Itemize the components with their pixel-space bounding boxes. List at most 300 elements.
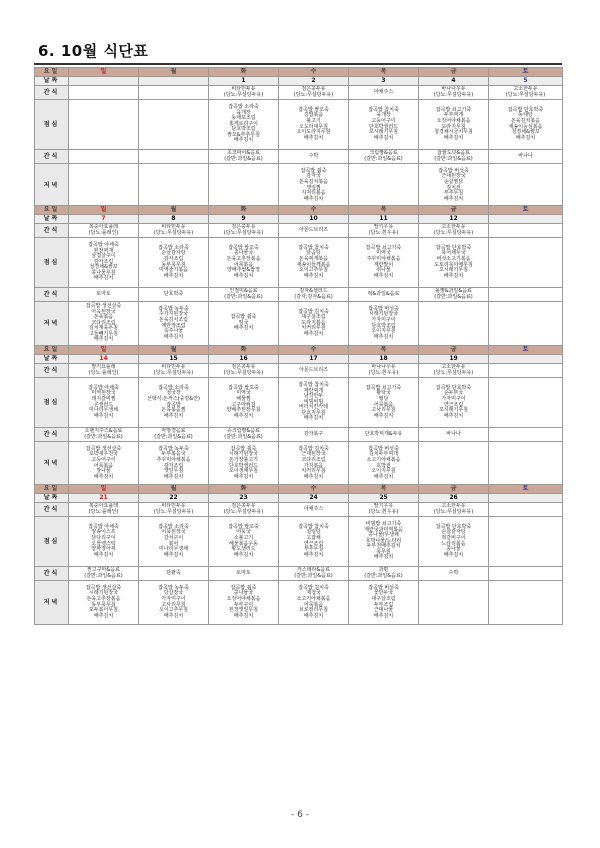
menu-item: 잡곡밥 김치죽	[298, 445, 329, 452]
menu-item: (당뇨:무설탕두유)	[153, 229, 194, 236]
week-table-2	[34, 205, 563, 346]
menu-item: 계란국과미역볶음	[364, 526, 403, 533]
menu-item: 배추김치	[373, 333, 394, 340]
pm-snack-cell	[209, 288, 279, 302]
menu-item: 잡곡밥 단호박죽	[435, 244, 472, 251]
menu-item: 감자조림	[163, 255, 184, 262]
menu-item: 꼬시래기무침	[369, 129, 398, 136]
menu-item: 야채주스	[373, 88, 394, 95]
menu-item: 비빔비빔	[303, 398, 324, 405]
menu-item: 단호지무침	[301, 409, 326, 416]
menu-item: 검은콩두유	[301, 85, 326, 92]
menu-item: 목무침	[376, 548, 391, 555]
menu-item: 추꾸미야채볶음	[156, 456, 191, 463]
menu-item: 배추김치	[443, 551, 464, 558]
page-number: - 6 -	[291, 810, 309, 820]
menu-item: 배추김치	[93, 473, 114, 480]
menu-item: 계란찌개	[303, 387, 324, 394]
am-snack-cell	[279, 503, 349, 517]
menu-item: 배추김치	[443, 195, 464, 202]
snack-label: 간식	[35, 150, 69, 164]
date-cell: 12	[419, 215, 489, 224]
menu-item: 잡곡밥 야채죽	[88, 241, 119, 248]
dinner-cell	[419, 442, 489, 486]
dinner-cell	[139, 581, 209, 625]
menu-item: 양파장아찌	[91, 546, 116, 553]
menu-item: 연근조림	[303, 540, 324, 547]
menu-item: 배추김치	[233, 551, 254, 558]
dinner-cell	[349, 164, 419, 208]
pm-snack-cell	[419, 288, 489, 302]
menu-item: 배추김치	[443, 412, 464, 419]
menu-item: 배추김치	[93, 412, 114, 419]
menu-item: 양배추된장무침	[226, 407, 261, 414]
am-snack-cell	[419, 503, 489, 517]
menu-item: 잡곡밥 죔죽	[230, 584, 257, 591]
menu-item: 잡곡밥 김치죽	[298, 308, 329, 315]
menu-item: 돈육볶음찜	[161, 407, 186, 414]
menu-item: 오이지무침	[371, 328, 396, 335]
lunch-cell	[349, 238, 419, 288]
menu-item: 배추김치	[233, 412, 254, 419]
am-snack-cell	[209, 364, 279, 378]
date-header-label: 날짜	[35, 77, 69, 86]
menu-item: 청경채시금치무침	[434, 129, 473, 136]
menu-item: 콩나물/무생채	[368, 532, 399, 539]
menu-item: (당뇨:플레인)	[88, 229, 119, 236]
pm-snack-cell	[489, 288, 563, 302]
pm-snack-cell	[279, 150, 349, 164]
menu-item: 복숭아요플레	[89, 223, 118, 230]
menu-item: 주꾸미야채볶음	[366, 255, 401, 262]
menu-item: 동태포조림	[231, 115, 256, 122]
lunch-cell	[69, 378, 139, 428]
pm-snack-cell	[349, 150, 419, 164]
menu-item: 배추김치	[303, 330, 324, 337]
menu-item: 초코파이&음료	[227, 149, 260, 156]
menu-item: 단팥죽	[166, 569, 181, 576]
menu-item: (당뇨:흰우유)	[368, 369, 399, 376]
dinner-cell	[69, 302, 139, 346]
am-snack-cell	[139, 503, 209, 517]
menu-item: 딸기요플레	[91, 363, 116, 370]
am-snack-cell	[279, 224, 349, 238]
menu-item: 근대된장국	[301, 451, 326, 458]
menu-item: 당살장국	[163, 590, 184, 597]
lunch-cell	[349, 517, 419, 567]
menu-item: 잡곡밥 김치죽	[298, 584, 329, 591]
menu-item: (갈반:과일&음료)	[154, 433, 193, 440]
menu-item: 대구살조림	[301, 314, 326, 321]
weekday-header-label: 요일	[35, 485, 69, 494]
menu-item: (갈반:과일&음료)	[224, 433, 263, 440]
lunch-label: 점심	[35, 517, 69, 567]
menu-item: 롤빵&과일&음료	[435, 287, 472, 294]
menu-item: 근대된장국	[441, 173, 466, 180]
menu-item: 콩나물국	[233, 590, 254, 597]
menu-item: 청경채&쌍꼬	[511, 129, 540, 136]
menu-item: 잡곡밥 생선살죽	[85, 584, 122, 591]
menu-item: 가지볶음	[303, 462, 324, 469]
menu-item: 호박새우전국	[89, 451, 118, 458]
weekday-cell: 화	[209, 68, 279, 77]
menu-item: 닭곰탕	[306, 250, 321, 257]
date-cell	[489, 215, 563, 224]
menu-item: 배추김치	[163, 473, 184, 480]
menu-item: (당뇨:무설탕두유)	[433, 369, 474, 376]
date-header-label: 날짜	[35, 494, 69, 503]
am-snack-cell	[69, 86, 139, 100]
am-snack-cell	[489, 503, 563, 517]
menu-item: 크림빵&음료	[369, 149, 398, 156]
menu-item: 동태탕	[518, 112, 533, 119]
am-snack-cell	[209, 503, 279, 517]
weekday-cell: 금	[419, 206, 489, 215]
menu-item: 고소한두유	[441, 502, 466, 509]
menu-item: 잡곡밥 쌍꼬죽	[228, 523, 259, 530]
snack-label: 간식	[35, 503, 69, 517]
dinner-cell	[209, 581, 279, 625]
menu-item: 고사리무침	[161, 601, 186, 608]
am-snack-cell	[349, 86, 419, 100]
menu-item: 슈크림빵&음료	[227, 427, 260, 434]
menu-item: 배추김치	[303, 551, 324, 558]
menu-item: 육개장	[376, 112, 391, 119]
menu-item: 돈육고추장볶음	[86, 595, 121, 602]
lunch-cell	[419, 100, 489, 150]
menu-item: 바나나우유	[371, 363, 396, 370]
weekday-cell: 일	[69, 485, 139, 494]
menu-item: 대구살조림	[371, 595, 396, 602]
menu-item: (당뇨:플레인)	[88, 369, 119, 376]
lunch-cell	[489, 378, 563, 428]
lunch-cell	[69, 517, 139, 567]
dinner-cell	[279, 442, 349, 486]
lunch-label: 점심	[35, 100, 69, 150]
dinner-cell	[139, 302, 209, 346]
menu-item: 돈육찌개볶음	[299, 255, 328, 262]
dinner-cell	[419, 581, 489, 625]
menu-item: 비타민두유	[161, 363, 186, 370]
menu-item: 감자볶구	[303, 430, 324, 437]
menu-item: (당뇨:무설탕두유)	[153, 508, 194, 515]
pm-snack-cell	[139, 428, 209, 442]
am-snack-cell	[419, 224, 489, 238]
menu-item: 도라지무침	[441, 123, 466, 130]
menu-item: 잡곡밥 생선살죽	[85, 445, 122, 452]
menu-item: 잡곡밥 죔죽	[300, 167, 327, 174]
weekday-cell: 월	[139, 68, 209, 77]
lunch-cell	[279, 517, 349, 567]
menu-item: 오믈렛스틱	[91, 540, 116, 547]
menu-item: 잡곡밥 단호박죽	[507, 106, 544, 113]
lunch-label: 점심	[35, 238, 69, 288]
pm-snack-cell	[209, 428, 279, 442]
am-snack-cell	[489, 86, 563, 100]
menu-item: 두부볶음국	[161, 451, 186, 458]
menu-item: 잡곡밥 소라죽	[158, 384, 189, 391]
menu-item: 두부찌개	[443, 112, 464, 119]
menu-item: (당뇨:무설탕두유)	[505, 91, 546, 98]
menu-item: 도토리묵야채무침	[434, 261, 473, 268]
menu-item: 배추김치	[373, 134, 394, 141]
am-snack-cell	[489, 364, 563, 378]
menu-item: 잡곡밥 소라죽	[228, 103, 259, 110]
menu-item: 배추김치	[93, 336, 114, 343]
weekday-cell: 토	[489, 346, 563, 355]
menu-item: 동부묵무침	[91, 601, 116, 608]
menu-item: 인절미&음료	[229, 287, 258, 294]
menu-item: 아욱된장국	[91, 308, 116, 315]
menu-item: 배추김치	[443, 272, 464, 279]
menu-item: 딸기우유	[373, 502, 394, 509]
menu-item: 느타리볶음	[441, 540, 466, 547]
weekday-header-label: 요일	[35, 346, 69, 355]
menu-item: 북어채무국	[441, 250, 466, 257]
menu-item: 떡갈비구이	[441, 534, 466, 541]
menu-item: 잡곡밥 쇠고기죽	[365, 244, 402, 251]
menu-item: 잡곡밥 참치죽	[298, 523, 329, 530]
weekday-cell: 수	[279, 68, 349, 77]
menu-item: 청국장	[166, 390, 181, 397]
weekday-cell: 월	[139, 346, 209, 355]
menu-item: 미역된장국	[91, 390, 116, 397]
menu-item: 근대나물	[373, 607, 394, 614]
weekday-cell: 금	[419, 485, 489, 494]
weekday-cell: 일	[69, 346, 139, 355]
am-snack-cell	[139, 86, 209, 100]
menu-item: 세송이등심볶음	[508, 123, 543, 130]
menu-item: 오이고추무침	[299, 267, 328, 274]
menu-item: 잡곡밥 소라죽	[158, 523, 189, 530]
menu-item: 어묵볶음	[93, 462, 114, 469]
weekday-cell: 목	[349, 346, 419, 355]
menu-item: 비타민두유	[161, 223, 186, 230]
am-snack-cell	[209, 86, 279, 100]
date-cell	[69, 77, 139, 86]
dinner-cell	[349, 581, 419, 625]
menu-item: 배추김치	[93, 551, 114, 558]
menu-item: 양송이스프	[91, 529, 116, 536]
week-table-3	[34, 345, 563, 486]
menu-item: 고소한두유	[441, 363, 466, 370]
am-snack-cell	[349, 503, 419, 517]
menu-item: 단호박죽	[163, 290, 184, 297]
weekday-header-label: 요일	[35, 68, 69, 77]
dinner-label: 저녁	[35, 164, 69, 208]
snack-label: 간식	[35, 86, 69, 100]
menu-item: (감자:감자&음료)	[294, 293, 333, 300]
pm-snack-cell	[139, 567, 209, 581]
menu-item: 꽃만두국	[373, 590, 394, 597]
menu-item: 딸기우유	[373, 223, 394, 230]
menu-item: 배추김치	[93, 275, 114, 282]
menu-item: 두부구이	[233, 601, 254, 608]
lunch-cell	[139, 238, 209, 288]
menu-item: 잡곡밥 단호박죽	[435, 523, 472, 530]
menu-item: (갈반:과일&음료)	[364, 155, 403, 162]
lunch-cell	[139, 378, 209, 428]
lunch-cell	[349, 100, 419, 150]
menu-item: 잡곡밥 죔죽	[230, 445, 257, 452]
date-cell: 14	[69, 355, 139, 364]
menu-item: 잡곡밥 쌍꼬죽	[228, 244, 259, 251]
menu-item: 배추김치	[515, 134, 536, 141]
menu-item: 배추김치	[233, 473, 254, 480]
date-cell: 26	[419, 494, 489, 503]
pm-snack-cell	[279, 567, 349, 581]
menu-item: 어묵볶음	[233, 261, 254, 268]
menu-item: 버터치킨카레	[299, 404, 328, 411]
menu-item: 오도라대무침	[299, 123, 328, 130]
menu-item: 뭥당	[378, 395, 389, 402]
menu-item: 오징어야채볶음	[436, 117, 471, 124]
menu-item: 돈육김치볶음	[299, 178, 328, 185]
menu-item: 두부조림	[373, 601, 394, 608]
weekday-cell: 토	[489, 485, 563, 494]
menu-item: 단호박샐러드	[369, 123, 398, 130]
menu-item: 두부전배추김치	[366, 543, 401, 550]
menu-item: 잡곡밥 쇠고기죽	[435, 106, 472, 113]
menu-item: (갈반:과일&음료)	[224, 293, 263, 300]
menu-item: 배추김치	[303, 272, 324, 279]
menu-item: 잡곡밥	[166, 401, 181, 408]
menu-item: 코다리조림	[91, 319, 116, 326]
menu-item: 소고기야채볶음	[366, 456, 401, 463]
menu-item: 비타민두유	[231, 85, 256, 92]
weekday-cell: 토	[489, 206, 563, 215]
lunch-cell	[279, 100, 349, 150]
date-cell: 24	[279, 494, 349, 503]
date-cell: 17	[279, 355, 349, 364]
dinner-cell	[69, 442, 139, 486]
menu-item: 찹쌀도넛&음료	[437, 149, 470, 156]
dinner-cell	[69, 164, 139, 208]
menu-item: 비타민두유	[161, 502, 186, 509]
dinner-cell	[419, 302, 489, 346]
pm-snack-cell	[419, 150, 489, 164]
menu-item: 감자조림	[93, 258, 114, 265]
date-cell: 25	[349, 494, 419, 503]
menu-item: 배추김치	[303, 415, 324, 422]
menu-item: 복숭아요플레	[89, 502, 118, 509]
menu-item: 된장깻잎무침	[229, 607, 258, 614]
weekday-cell: 목	[349, 68, 419, 77]
pm-snack-cell	[489, 428, 563, 442]
menu-item: 부추무침	[443, 190, 464, 197]
menu-item: 깻잎찜	[306, 184, 321, 191]
menu-item: 배추김치	[303, 473, 324, 480]
menu-item: 단호박찌개&두유	[364, 430, 403, 437]
menu-item: 볶어	[168, 540, 179, 547]
menu-item: 떡&과일&음료	[367, 290, 400, 297]
menu-item: (당뇨:무설탕두유)	[223, 91, 264, 98]
date-cell: 1	[209, 77, 279, 86]
date-header-label: 날짜	[35, 355, 69, 364]
menu-item: (당뇨:무설탕두유)	[223, 508, 264, 515]
menu-item: 시래기된장국	[89, 590, 118, 597]
lunch-cell	[69, 100, 139, 150]
am-snack-cell	[69, 364, 139, 378]
menu-item: 잡곡밥 야채죽	[88, 523, 119, 530]
pm-snack-cell	[69, 288, 139, 302]
snack-label: 간식	[35, 288, 69, 302]
weekday-cell: 화	[209, 206, 279, 215]
lunch-cell	[419, 238, 489, 288]
menu-item: 연근조림	[443, 401, 464, 408]
menu-item: 배추김치	[303, 195, 324, 202]
menu-item: 선택식:돈까스(중앙&안)	[147, 395, 200, 402]
dinner-label: 저녁	[35, 302, 69, 346]
menu-item: 잡곡밥 참치죽	[298, 244, 329, 251]
weekday-cell: 목	[349, 206, 419, 215]
menu-item: (갈반:과일&음료)	[84, 433, 123, 440]
menu-item: 순살찜닭	[443, 178, 464, 185]
menu-item: 불고기	[306, 117, 321, 124]
date-cell: 11	[349, 215, 419, 224]
menu-item: 배추김치	[443, 134, 464, 141]
menu-item: 취나물	[376, 267, 391, 274]
pm-snack-cell	[349, 567, 419, 581]
menu-item: 가자미구이	[441, 395, 466, 402]
menu-item: 배추김치	[373, 473, 394, 480]
weekday-cell: 목	[349, 485, 419, 494]
date-cell: 8	[139, 215, 209, 224]
pm-snack-cell	[419, 428, 489, 442]
menu-item: 아몬드브리즈	[299, 366, 328, 373]
lunch-cell	[209, 517, 279, 567]
menu-item: 잡곡밥 단호박죽	[435, 384, 472, 391]
menu-item: 고구마튀김	[231, 401, 256, 408]
menu-item: 버섯소고기볶음	[436, 255, 471, 262]
dinner-cell	[139, 442, 209, 486]
menu-item: 깻잎무침	[163, 468, 184, 475]
menu-item: (당뇨:무설탕두유)	[433, 229, 474, 236]
date-cell: 15	[139, 355, 209, 364]
menu-item: 청경채&쌍꼬	[89, 264, 118, 271]
menu-item: 마방경음료	[161, 427, 186, 434]
menu-item: 홍게로리구이	[229, 120, 258, 127]
menu-item: 시래기된장국	[369, 311, 398, 318]
menu-item: 동부묵무침	[161, 261, 186, 268]
menu-item: 돈육김치조림	[159, 316, 188, 323]
weekday-cell: 금	[419, 68, 489, 77]
pm-snack-cell	[139, 150, 209, 164]
menu-item: 순두부국	[443, 390, 464, 397]
date-cell: 21	[69, 494, 139, 503]
menu-item: 떡국	[238, 319, 249, 326]
menu-item: 어묵국	[236, 529, 251, 536]
weekday-header-label: 요일	[35, 206, 69, 215]
menu-item: 미나리무생채	[89, 407, 118, 414]
menu-item: 수박	[448, 569, 459, 576]
menu-item: 잡곡밥 버섯죽	[368, 584, 399, 591]
menu-item: (당뇨:흰우유)	[368, 229, 399, 236]
menu-item: 미역국	[376, 250, 391, 257]
dinner-label: 저녁	[35, 442, 69, 486]
menu-item: 단호박샐러드	[229, 462, 258, 469]
menu-item: 돈육김치볶음	[511, 117, 540, 124]
menu-item: 잡곡밥 쌍꼬죽	[298, 106, 329, 113]
weekday-cell: 수	[279, 206, 349, 215]
am-snack-cell	[489, 224, 563, 238]
menu-item: 설렁탕	[306, 529, 321, 536]
menu-item: 배추김치	[373, 554, 394, 561]
dinner-cell	[139, 164, 209, 208]
menu-item: 어묵볶음	[303, 601, 324, 608]
menu-item: 김밥볶음	[303, 112, 324, 119]
lunch-cell	[139, 517, 209, 567]
